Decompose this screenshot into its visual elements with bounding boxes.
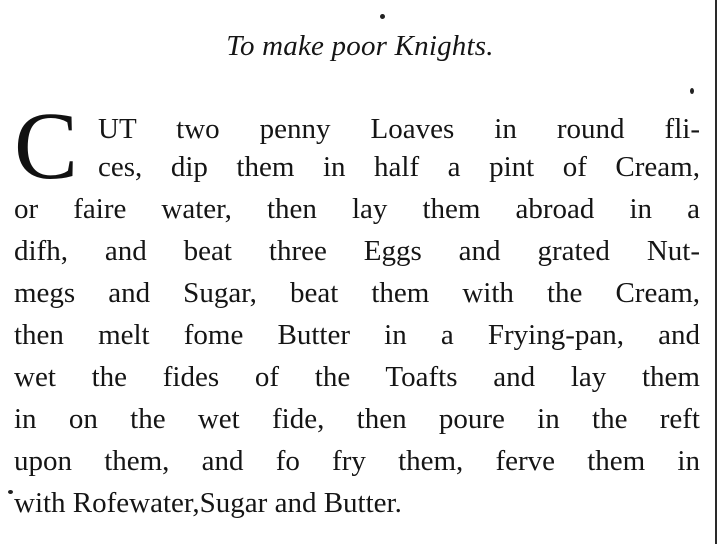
recipe-line: UT two penny Loaves in round fli- bbox=[98, 113, 700, 145]
drop-cap: C bbox=[14, 92, 79, 199]
recipe-line: or faire water, then lay them abroad in a bbox=[14, 193, 700, 225]
recipe-line: wet the fides of the Toafts and lay them bbox=[14, 361, 700, 393]
ink-speck bbox=[8, 490, 13, 494]
recipe-title: To make poor Knights. bbox=[226, 30, 494, 62]
recipe-line: ces, dip them in half a pint of Cream, bbox=[98, 151, 700, 183]
recipe-line: with Rofewater,Sugar and Butter. bbox=[14, 487, 402, 519]
recipe-line: upon them, and fo fry them, ferve them in bbox=[14, 445, 700, 477]
ink-speck bbox=[380, 14, 385, 19]
ink-speck bbox=[690, 88, 694, 94]
recipe-line: difh, and beat three Eggs and grated Nut- bbox=[14, 235, 700, 267]
page-edge-rule bbox=[715, 0, 717, 544]
recipe-line: then melt fome Butter in a Frying-pan, and bbox=[14, 319, 700, 351]
recipe-line: megs and Sugar, beat them with the Cream, bbox=[14, 277, 700, 309]
recipe-line: in on the wet fide, then poure in the reft bbox=[14, 403, 700, 435]
